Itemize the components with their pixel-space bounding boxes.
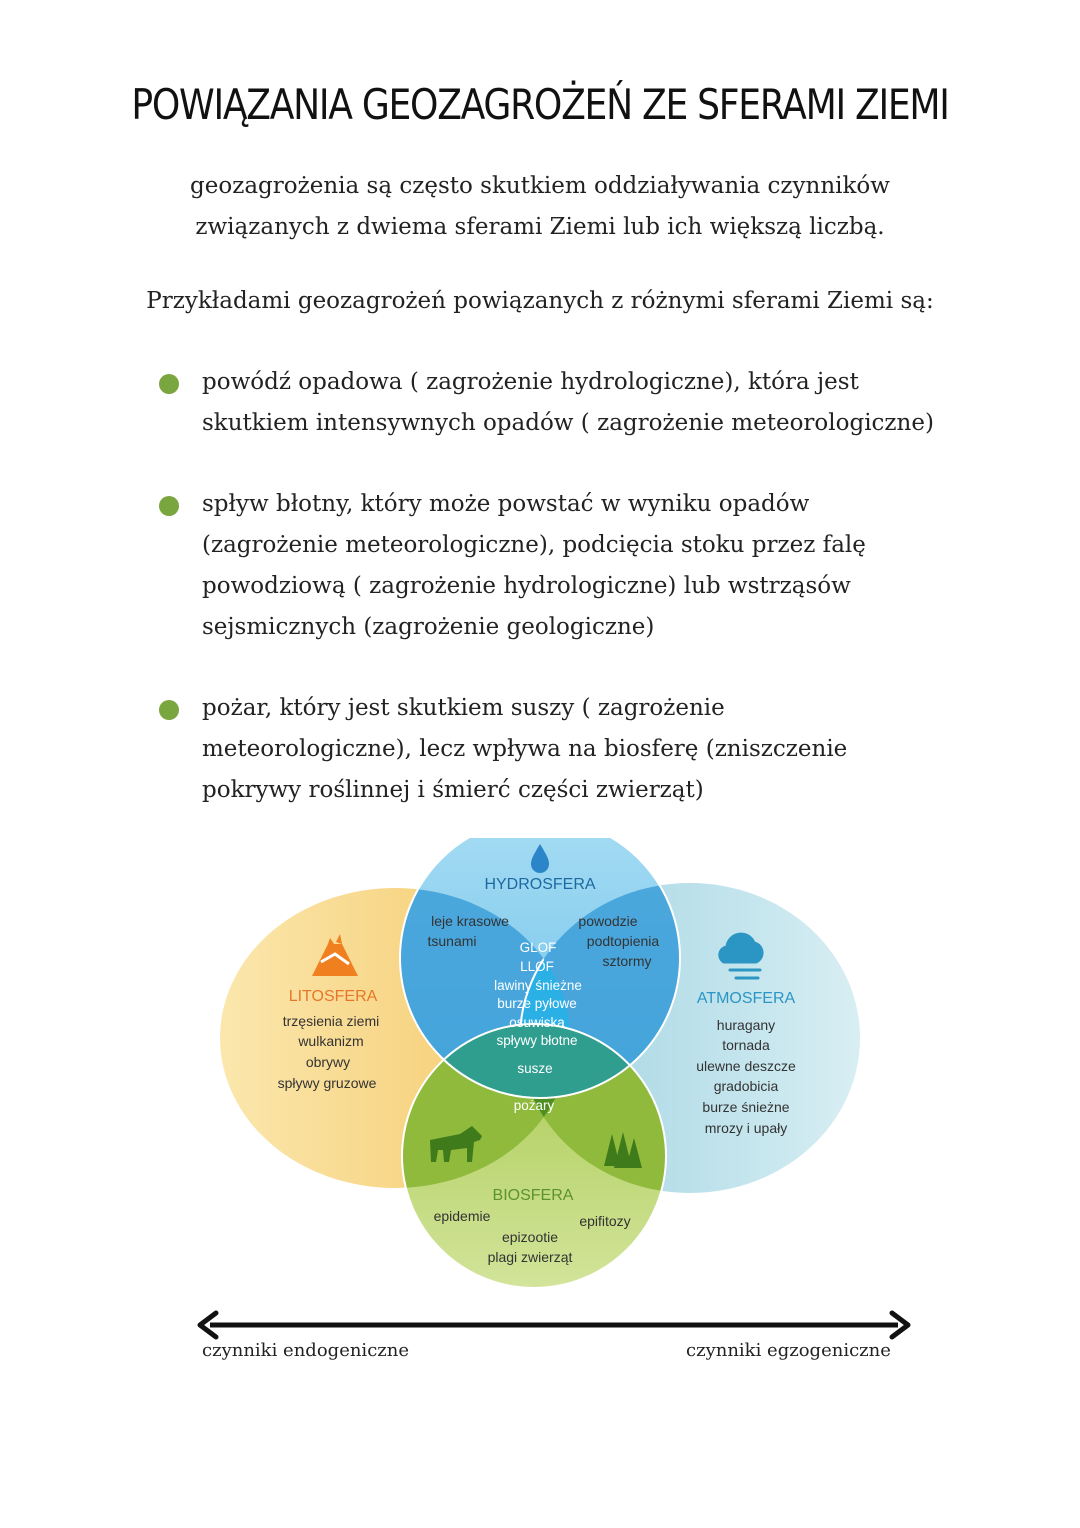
atmosfera-item: tornada xyxy=(722,1037,770,1053)
hydrosfera-label: HYDROSFERA xyxy=(484,876,596,893)
center-item: burze pyłowe xyxy=(497,996,577,1011)
list-item-line: pokrywy roślinnej i śmierć części zwierząt) xyxy=(202,777,704,803)
list-item-line: sejsmicznych (zagrożenie geologiczne) xyxy=(202,614,655,640)
biosfera-item: epizootie xyxy=(501,1229,559,1245)
list-item xyxy=(202,688,1022,811)
biosfera-item: plagi zwierząt xyxy=(487,1249,573,1265)
list-item-line: meteorologiczne), lecz wpływa na biosferę (zniszczenie xyxy=(202,736,848,762)
biosfera-item: epifitozy xyxy=(579,1213,631,1229)
list-item-line: skutkiem intensywnych opadów ( zagrożenie meteorologiczne) xyxy=(202,410,934,436)
examples-heading: Przykładami geozagrożeń powiązanych z różnymi sferami Ziemi są: xyxy=(146,288,934,314)
center-item: spływy błotne xyxy=(496,1033,578,1048)
list-item-line: (zagrożenie meteorologiczne), podcięcia stoku przez falę xyxy=(202,532,866,558)
center-item: lawiny śnieżne xyxy=(494,978,582,993)
list-item-line: spływ błotny, który może powstać w wyniku opadów xyxy=(202,491,810,517)
axis-label-exogenous: czynniki egzogeniczne xyxy=(686,1340,891,1361)
list-item-line: powódź opadowa ( zagrożenie hydrologiczne), która jest xyxy=(202,369,859,395)
intro-line: geozagrożenia są często skutkiem oddziaływania czynników xyxy=(190,173,890,199)
axis-label-endogenous: czynniki endogeniczne xyxy=(202,1340,409,1361)
intro-paragraph xyxy=(80,166,1000,248)
pozary-label: pożary xyxy=(513,1098,555,1113)
atmosfera-item: gradobicia xyxy=(713,1078,779,1094)
atmosfera-item: ulewne deszcze xyxy=(696,1058,796,1074)
biosfera-label: BIOSFERA xyxy=(492,1187,574,1204)
atmosfera-item: burze śnieżne xyxy=(702,1099,790,1115)
hydro-lito-item: leje krasowe xyxy=(431,913,509,929)
litosfera-item: obrywy xyxy=(305,1054,351,1070)
hydro-atmo-item: podtopienia xyxy=(586,933,660,949)
bullet-dot xyxy=(159,374,179,394)
bullet-dot xyxy=(159,496,179,516)
litosfera-item: wulkanizm xyxy=(298,1033,364,1049)
atmosfera-item: mrozy i upały xyxy=(704,1120,788,1136)
list-item xyxy=(202,362,1022,444)
center-item: osuwiska xyxy=(509,1015,565,1030)
atmosfera-item: huragany xyxy=(716,1017,776,1033)
hydro-atmo-item: sztormy xyxy=(602,953,652,969)
factor-axis-arrow xyxy=(190,1305,920,1345)
hydro-lito-item: tsunami xyxy=(427,933,477,949)
venn-diagram xyxy=(200,838,870,1288)
list-item-line: pożar, który jest skutkiem suszy ( zagrożenie xyxy=(202,695,725,721)
litosfera-label: LITOSFERA xyxy=(288,988,378,1005)
hydro-atmo-item: powodzie xyxy=(578,913,638,929)
atmosfera-label: ATMOSFERA xyxy=(696,990,796,1007)
list-item-line: powodziową ( zagrożenie hydrologiczne) lub wstrząsów xyxy=(202,573,851,599)
litosfera-item: trzęsienia ziemi xyxy=(282,1013,380,1029)
litosfera-item: spływy gruzowe xyxy=(277,1075,377,1091)
biosfera-item: epidemie xyxy=(433,1208,491,1224)
bullet-dot xyxy=(159,700,179,720)
center-item: LLOF xyxy=(520,959,554,974)
center-item: GLOF xyxy=(519,940,557,955)
page-title: POWIĄZANIA GEOZAGROŻEŃ ZE SFERAMI ZIEMI xyxy=(131,80,949,129)
intro-line: związanych z dwiema sferami Ziemi lub ich większą liczbą. xyxy=(195,214,885,240)
list-item xyxy=(202,484,1022,648)
susze-label: susze xyxy=(517,1061,553,1076)
